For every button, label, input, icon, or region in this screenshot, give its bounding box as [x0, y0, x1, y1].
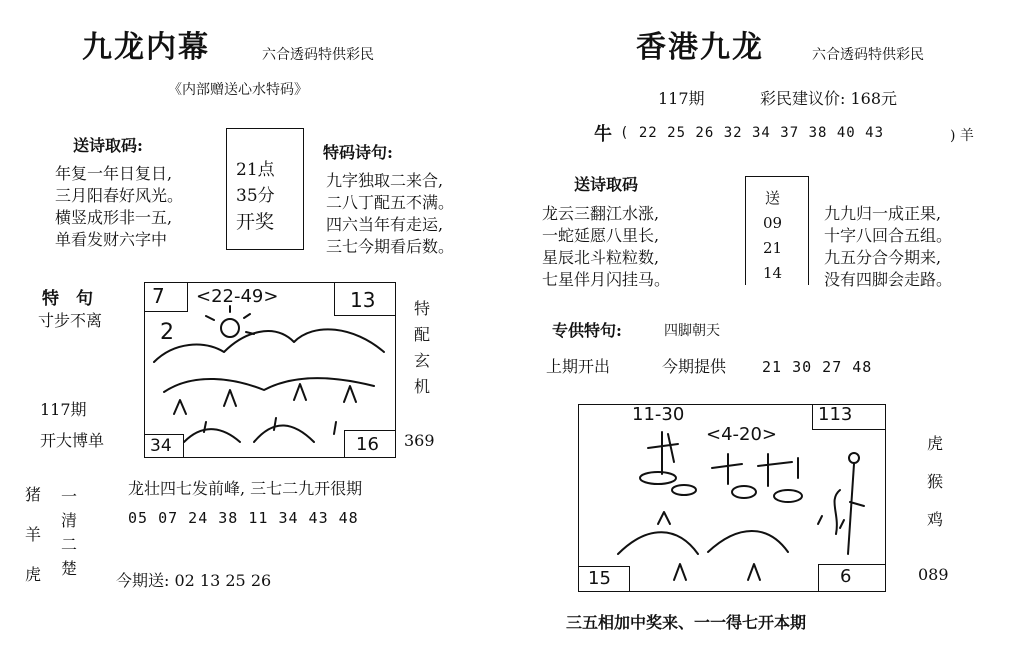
left-poem-header: 送诗取码:	[73, 136, 143, 155]
time-box-text	[236, 157, 275, 235]
right-issue: 117期	[658, 89, 705, 108]
left-pic-mid-text: 2	[160, 320, 174, 345]
send-line: 14	[763, 264, 783, 282]
kaida-text: 开大博单	[40, 431, 105, 450]
right-pic-bl-text: 15	[588, 568, 611, 589]
send-box-text	[763, 186, 782, 286]
special-label: 专供特句:	[552, 321, 622, 340]
right-pic-formula: <4-20>	[706, 424, 778, 445]
send-line: 09	[763, 214, 783, 232]
teju-label: 特 句	[42, 289, 93, 309]
poem-line: 十字八回合五组。	[824, 226, 953, 245]
vertical-char: 二	[60, 535, 77, 554]
poem-line: 七星伴月闪挂马。	[542, 270, 671, 289]
poem-line: 九字独取二来合,	[326, 171, 444, 190]
left-issue: 117期	[40, 400, 87, 419]
left-pic-bl-text: 34	[150, 436, 172, 456]
poem-line: 星辰北斗粒粒数,	[542, 248, 660, 267]
left-title: 九龙内幕	[82, 30, 210, 65]
poem-line: 年复一年日复日,	[55, 164, 173, 183]
poem-line: 横竖成形非一五,	[55, 208, 173, 227]
vertical-animals	[24, 475, 42, 595]
left-vertical-tepei	[413, 296, 431, 400]
left-tagline: 《内部赠送心水特码》	[168, 82, 308, 98]
today-send: 今期送: 02 13 25 26	[116, 571, 272, 590]
left-pic-tl-text: 7	[152, 284, 165, 308]
send-line: 送	[765, 189, 781, 207]
right-subtitle: 六合透码特供彩民	[812, 47, 924, 63]
poem-line: 龙云三翻江水涨,	[542, 204, 660, 223]
vertical-char: 清	[60, 511, 77, 530]
right-pic-tl-text: 11-30	[632, 404, 685, 425]
left-poem	[55, 163, 183, 251]
niu-numbers: ( 22 25 26 32 34 37 38 40 43	[620, 125, 885, 141]
time-line: 35分	[236, 186, 275, 206]
poem-line: 九五分合今期来,	[824, 248, 942, 267]
teju-text: 寸步不离	[38, 311, 103, 330]
vertical-char: 虎	[24, 565, 41, 584]
right-poem	[542, 203, 670, 291]
poem-line: 没有四脚会走路。	[824, 270, 953, 289]
vertical-char: 猪	[24, 485, 41, 504]
left-pic-br-text: 16	[356, 434, 379, 455]
poem-line: 三七今期看后数。	[326, 237, 455, 256]
this-numbers: 21 30 27 48	[762, 358, 873, 376]
vertical-char: 玄	[413, 351, 430, 370]
poem-line: 九九归一成正果,	[824, 204, 942, 223]
vertical-char: 虎	[926, 434, 943, 453]
num-369: 369	[404, 431, 435, 450]
vertical-char: 鸡	[926, 510, 943, 529]
right-poem-b	[824, 203, 952, 291]
vertical-char: 机	[413, 377, 430, 396]
poem-line: 单看发财六字中	[55, 230, 168, 249]
vertical-yiqingerchu	[60, 485, 78, 581]
this-label: 今期提供	[662, 357, 727, 376]
niu-suffix: ) 羊	[950, 128, 974, 144]
tema-poem	[326, 170, 454, 258]
last-label: 上期开出	[546, 357, 611, 376]
poem-line: 三月阳春好风光。	[55, 186, 184, 205]
right-landscape-sketch	[578, 404, 884, 590]
send-line: 21	[763, 239, 783, 257]
num-089: 089	[918, 565, 949, 584]
left-subtitle: 六合透码特供彩民	[262, 47, 374, 63]
right-bottom-line: 三五相加中奖来、一一得七开本期	[566, 613, 807, 632]
right-poem-header: 送诗取码	[574, 175, 639, 194]
time-line: 开奖	[236, 211, 275, 233]
niu-prefix: 牛	[594, 124, 612, 145]
tema-header: 特码诗句:	[323, 143, 393, 162]
left-pic-tr-text: 13	[350, 288, 376, 312]
vertical-char: 配	[413, 325, 430, 344]
vertical-char: 楚	[60, 559, 77, 578]
poem-line: 二八丁配五不满。	[326, 193, 455, 212]
right-pic-br-text: 6	[840, 566, 852, 587]
time-line: 21点	[236, 160, 275, 180]
vertical-char: 猴	[926, 472, 943, 491]
left-landscape-sketch	[144, 282, 394, 456]
poem-line: 一蛇延愿八里长,	[542, 226, 660, 245]
left-slogan: 龙壮四七发前峰, 三七二九开很期	[128, 479, 363, 498]
left-numbers: 05 07 24 38 11 34 43 48	[128, 509, 359, 527]
special-text: 四脚朝天	[664, 323, 720, 339]
vertical-char: 特	[413, 299, 430, 318]
vertical-char: 一	[60, 487, 77, 506]
left-pic-formula: <22-49>	[196, 286, 279, 307]
poem-line: 四六当年有走运,	[326, 215, 444, 234]
vertical-char: 羊	[24, 525, 41, 544]
right-vertical-animals	[926, 425, 944, 539]
right-price: 彩民建议价: 168元	[760, 89, 898, 108]
right-title: 香港九龙	[636, 30, 764, 65]
right-pic-tr-text: 113	[818, 404, 853, 425]
